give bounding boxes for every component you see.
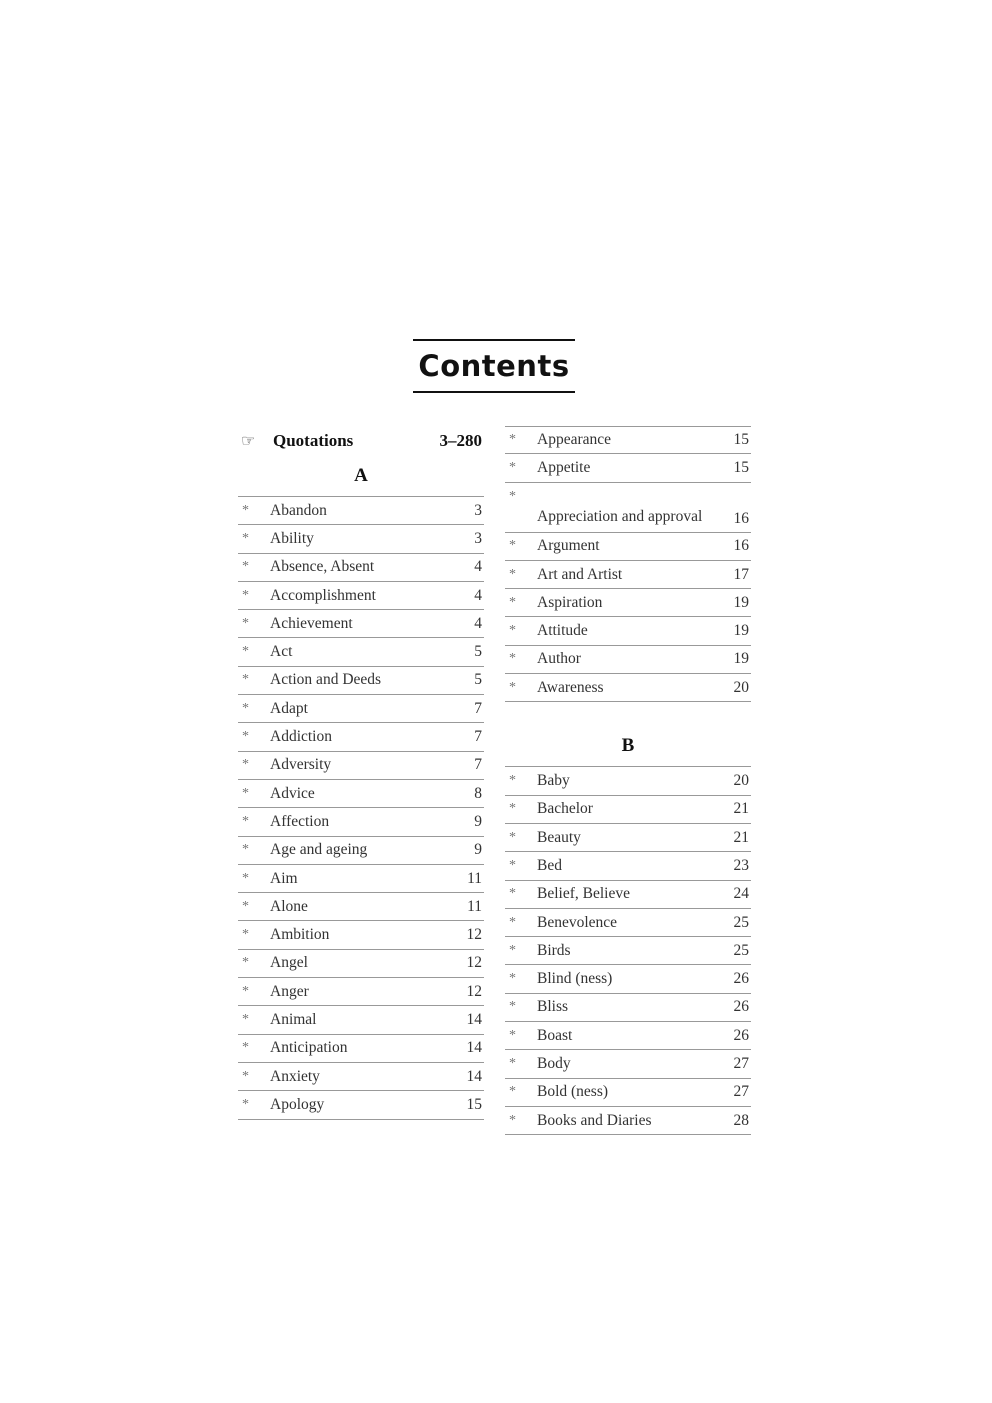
toc-entry[interactable] bbox=[238, 610, 484, 638]
toc-entry-page: 5 bbox=[474, 671, 482, 689]
toc-entry-label: Advice bbox=[270, 784, 315, 802]
bullet-star-icon: * bbox=[509, 459, 516, 475]
toc-entry-page: 20 bbox=[733, 678, 749, 696]
toc-entry[interactable] bbox=[238, 525, 484, 553]
toc-entry-page: 15 bbox=[466, 1095, 482, 1113]
toc-entry-label: Adversity bbox=[270, 756, 332, 774]
toc-entry-page: 7 bbox=[474, 756, 482, 774]
toc-entry-page: 26 bbox=[733, 998, 749, 1016]
toc-entry-page: 12 bbox=[466, 954, 482, 972]
toc-entry-label: Apology bbox=[270, 1095, 325, 1113]
bullet-star-icon: * bbox=[509, 886, 516, 902]
toc-entry[interactable] bbox=[238, 808, 484, 836]
bullet-star-icon: * bbox=[509, 651, 516, 667]
toc-entry[interactable] bbox=[238, 893, 484, 921]
title-block bbox=[413, 339, 575, 393]
toc-entry-label: Absence, Absent bbox=[270, 558, 375, 576]
toc-entry-label: Aspiration bbox=[537, 593, 603, 611]
section-a-list-continued bbox=[505, 426, 751, 702]
toc-entry[interactable] bbox=[505, 1079, 751, 1107]
contents-column-left bbox=[238, 426, 484, 1120]
toc-entry[interactable] bbox=[505, 1022, 751, 1050]
toc-entry-label: Alone bbox=[270, 897, 308, 915]
toc-entry-label: Anticipation bbox=[270, 1039, 348, 1057]
bullet-star-icon: * bbox=[242, 672, 249, 688]
toc-entry-page: 19 bbox=[733, 650, 749, 668]
toc-entry[interactable] bbox=[238, 780, 484, 808]
bullet-star-icon: * bbox=[242, 502, 249, 518]
toc-entry-label: Bachelor bbox=[537, 800, 593, 818]
toc-entry-page: 4 bbox=[474, 558, 482, 576]
toc-entry-page: 28 bbox=[733, 1111, 749, 1129]
toc-entry[interactable] bbox=[505, 767, 751, 795]
toc-entry[interactable] bbox=[505, 646, 751, 674]
bullet-star-icon: * bbox=[509, 1112, 516, 1128]
toc-entry[interactable] bbox=[238, 1035, 484, 1063]
bullet-star-icon: * bbox=[242, 1011, 249, 1027]
section-a-list bbox=[238, 497, 484, 1120]
toc-entry-page: 16 bbox=[733, 509, 749, 527]
toc-entry[interactable] bbox=[238, 554, 484, 582]
toc-entry-page: 8 bbox=[474, 784, 482, 802]
toc-entry-page: 14 bbox=[466, 1039, 482, 1057]
toc-entry-label: Bliss bbox=[537, 998, 569, 1016]
toc-entry-label: Ambition bbox=[270, 926, 330, 944]
toc-entry-label: Anxiety bbox=[270, 1067, 320, 1085]
bullet-star-icon: * bbox=[242, 1040, 249, 1056]
toc-entry-page: 25 bbox=[733, 913, 749, 931]
bullet-star-icon: * bbox=[242, 842, 249, 858]
section-b-list bbox=[505, 767, 751, 1135]
bullet-star-icon: * bbox=[242, 729, 249, 745]
toc-entry[interactable] bbox=[238, 865, 484, 893]
toc-entry[interactable] bbox=[505, 426, 751, 454]
toc-entry-page: 27 bbox=[733, 1054, 749, 1072]
bullet-star-icon: * bbox=[242, 955, 249, 971]
toc-entry-page: 4 bbox=[474, 586, 482, 604]
toc-entry[interactable] bbox=[505, 454, 751, 482]
bullet-star-icon: * bbox=[242, 898, 249, 914]
bullet-star-icon: * bbox=[242, 870, 249, 886]
pointing-hand-icon: ☞ bbox=[241, 433, 256, 450]
bullet-star-icon: * bbox=[242, 644, 249, 660]
toc-entry[interactable] bbox=[505, 589, 751, 617]
toc-entry-page: 24 bbox=[733, 885, 749, 903]
toc-entry[interactable] bbox=[505, 1107, 751, 1135]
toc-entry-label: Books and Diaries bbox=[537, 1111, 652, 1129]
bullet-star-icon: * bbox=[509, 829, 516, 845]
toc-entry-label: Addiction bbox=[270, 728, 332, 746]
toc-entry-page: 7 bbox=[474, 699, 482, 717]
bullet-star-icon: * bbox=[242, 757, 249, 773]
toc-entry-label: Adapt bbox=[270, 699, 308, 717]
bullet-star-icon: * bbox=[509, 1055, 516, 1071]
toc-entry[interactable] bbox=[505, 909, 751, 937]
toc-entry-label: Anger bbox=[270, 982, 309, 1000]
toc-entry-label: Achievement bbox=[270, 614, 353, 632]
bullet-star-icon: * bbox=[509, 623, 516, 639]
toc-entry-label: Benevolence bbox=[537, 913, 618, 931]
toc-entry-page: 19 bbox=[733, 593, 749, 611]
toc-entry-label: Ability bbox=[270, 529, 314, 547]
toc-entry-page: 11 bbox=[467, 897, 482, 915]
toc-entry[interactable] bbox=[238, 921, 484, 949]
toc-entry-label: Bold (ness) bbox=[537, 1083, 609, 1101]
toc-entry-page: 17 bbox=[733, 565, 749, 583]
toc-entry-page: 26 bbox=[733, 970, 749, 988]
toc-entry[interactable] bbox=[505, 881, 751, 909]
toc-entry[interactable] bbox=[505, 1050, 751, 1078]
bullet-star-icon: * bbox=[509, 538, 516, 554]
toc-entry-label: Age and ageing bbox=[270, 841, 368, 859]
bullet-star-icon: * bbox=[242, 1068, 249, 1084]
toc-entry-label: Boast bbox=[537, 1026, 573, 1044]
toc-entry[interactable] bbox=[505, 965, 751, 993]
toc-entry-label: Birds bbox=[537, 941, 571, 959]
bullet-star-icon: * bbox=[509, 566, 516, 582]
bullet-star-icon: * bbox=[509, 999, 516, 1015]
bullet-star-icon: * bbox=[242, 1096, 249, 1112]
toc-entry-page: 11 bbox=[467, 869, 482, 887]
toc-entry[interactable] bbox=[505, 533, 751, 561]
toc-entry-label: Awareness bbox=[537, 678, 604, 696]
bullet-star-icon: * bbox=[509, 1084, 516, 1100]
section-letter-a: A bbox=[238, 456, 484, 497]
toc-entry-label: Beauty bbox=[537, 828, 581, 846]
bullet-star-icon: * bbox=[509, 971, 516, 987]
toc-entry[interactable] bbox=[238, 1063, 484, 1091]
toc-entry-label: Action and Deeds bbox=[270, 671, 382, 689]
toc-entry-label: Argument bbox=[537, 537, 600, 555]
contents-column-right bbox=[505, 426, 751, 1135]
toc-entry[interactable] bbox=[505, 561, 751, 589]
bullet-star-icon: * bbox=[509, 914, 516, 930]
bullet-star-icon: * bbox=[242, 785, 249, 801]
toc-entry-page: 3 bbox=[474, 529, 482, 547]
toc-entry-label: Attitude bbox=[537, 622, 588, 640]
toc-entry-label: Angel bbox=[270, 954, 308, 972]
toc-entry-label: Accomplishment bbox=[270, 586, 376, 604]
toc-entry-page: 25 bbox=[733, 941, 749, 959]
quotations-pages: 3–280 bbox=[439, 431, 482, 450]
toc-entry[interactable] bbox=[238, 667, 484, 695]
bullet-star-icon: * bbox=[509, 432, 516, 448]
toc-entry[interactable] bbox=[238, 837, 484, 865]
toc-entry-label: Blind (ness) bbox=[537, 970, 613, 988]
bullet-star-icon: * bbox=[509, 679, 516, 695]
toc-entry-page: 7 bbox=[474, 728, 482, 746]
toc-entry-page: 4 bbox=[474, 614, 482, 632]
toc-entry[interactable] bbox=[238, 695, 484, 723]
toc-entry-page: 21 bbox=[733, 800, 749, 818]
toc-entry-page: 23 bbox=[733, 856, 749, 874]
toc-entry[interactable] bbox=[505, 796, 751, 824]
toc-entry[interactable] bbox=[505, 937, 751, 965]
toc-entry[interactable] bbox=[238, 1006, 484, 1034]
toc-entry-page: 26 bbox=[733, 1026, 749, 1044]
toc-entry[interactable] bbox=[505, 483, 751, 533]
toc-entry-page: 19 bbox=[733, 622, 749, 640]
toc-entry-label: Affection bbox=[270, 812, 330, 830]
toc-entry[interactable] bbox=[505, 617, 751, 645]
toc-entry-label: Appearance bbox=[537, 431, 612, 449]
toc-entry-page: 27 bbox=[733, 1083, 749, 1101]
page-title: Contents bbox=[418, 349, 570, 383]
toc-entry-label: Bed bbox=[537, 856, 562, 874]
quotations-label: Quotations bbox=[273, 431, 354, 450]
bullet-star-icon: * bbox=[509, 1027, 516, 1043]
toc-entry-page: 14 bbox=[466, 1010, 482, 1028]
toc-entry-label: Author bbox=[537, 650, 581, 668]
toc-entry-page: 12 bbox=[466, 926, 482, 944]
toc-entry-label: Appreciation and approval bbox=[537, 507, 703, 525]
quotations-entry[interactable] bbox=[238, 426, 484, 456]
toc-entry-label: Body bbox=[537, 1054, 571, 1072]
toc-entry-label: Appetite bbox=[537, 458, 591, 476]
toc-entry-page: 5 bbox=[474, 643, 482, 661]
bullet-star-icon: * bbox=[509, 857, 516, 873]
toc-entry[interactable] bbox=[238, 752, 484, 780]
toc-entry[interactable] bbox=[505, 994, 751, 1022]
bullet-star-icon: * bbox=[509, 773, 516, 789]
bullet-star-icon: * bbox=[242, 700, 249, 716]
bullet-star-icon: * bbox=[242, 983, 249, 999]
toc-entry-page: 20 bbox=[733, 772, 749, 790]
bullet-star-icon: * bbox=[242, 587, 249, 603]
toc-entry-label: Act bbox=[270, 643, 293, 661]
toc-entry[interactable] bbox=[238, 582, 484, 610]
toc-entry-label: Animal bbox=[270, 1010, 317, 1028]
toc-entry[interactable] bbox=[238, 978, 484, 1006]
bullet-star-icon: * bbox=[242, 530, 249, 546]
toc-entry-page: 21 bbox=[733, 828, 749, 846]
bullet-star-icon: * bbox=[509, 801, 516, 817]
bullet-star-icon: * bbox=[509, 942, 516, 958]
bullet-star-icon: * bbox=[242, 615, 249, 631]
toc-entry-page: 14 bbox=[466, 1067, 482, 1085]
bullet-star-icon: * bbox=[509, 594, 516, 610]
toc-entry-page: 15 bbox=[733, 458, 749, 476]
toc-entry[interactable] bbox=[505, 674, 751, 702]
toc-entry-page: 15 bbox=[733, 431, 749, 449]
bullet-star-icon: * bbox=[242, 813, 249, 829]
toc-entry-label: Belief, Believe bbox=[537, 885, 630, 903]
toc-entry-label: Aim bbox=[270, 869, 298, 887]
toc-entry-page: 16 bbox=[733, 537, 749, 555]
toc-entry-label: Baby bbox=[537, 772, 570, 790]
section-letter-b: B bbox=[505, 726, 751, 767]
bullet-star-icon: * bbox=[242, 927, 249, 943]
toc-entry[interactable] bbox=[505, 852, 751, 880]
toc-entry[interactable] bbox=[238, 638, 484, 666]
bullet-star-icon: * bbox=[242, 559, 249, 575]
section-gap bbox=[505, 702, 751, 726]
toc-entry[interactable] bbox=[238, 723, 484, 751]
toc-entry-label: Art and Artist bbox=[537, 565, 623, 583]
toc-entry-label: Abandon bbox=[270, 501, 327, 519]
toc-entry[interactable] bbox=[505, 824, 751, 852]
toc-entry-page: 9 bbox=[474, 812, 482, 830]
bullet-star-icon: * bbox=[509, 488, 516, 504]
toc-entry[interactable] bbox=[238, 1091, 484, 1119]
toc-entry-page: 12 bbox=[466, 982, 482, 1000]
toc-entry-page: 9 bbox=[474, 841, 482, 859]
toc-entry[interactable] bbox=[238, 497, 484, 525]
toc-entry-page: 3 bbox=[474, 501, 482, 519]
toc-entry[interactable] bbox=[238, 950, 484, 978]
